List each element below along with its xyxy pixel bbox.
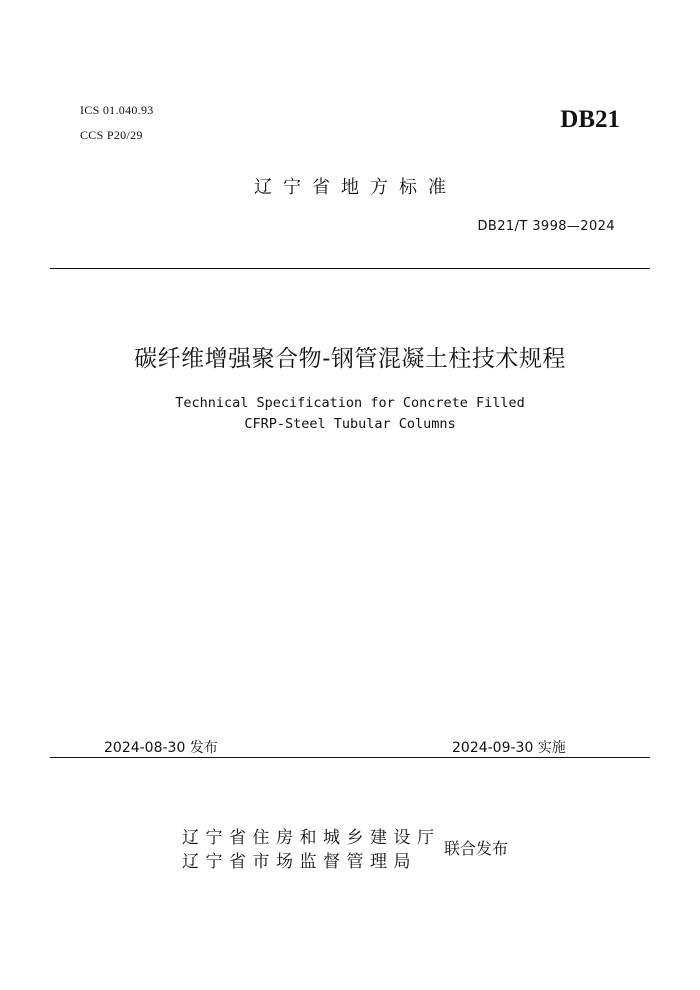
standard-number: DB21/T 3998—2024 [477, 219, 615, 234]
implementation-date: 2024-09-30 实施 [452, 740, 566, 756]
joint-publish-label: 联合发布 [444, 839, 509, 858]
publisher-housing-dept: 辽宁省住房和城乡建设厅 [182, 828, 441, 848]
title-chinese: 碳纤维增强聚合物-钢管混凝土柱技术规程 [134, 346, 566, 372]
ccs-code: CCS P20/29 [80, 128, 143, 142]
publisher-market-bureau: 辽宁省市场监督管理局 [182, 852, 417, 872]
top-divider [50, 268, 650, 269]
title-english-line-1: Technical Specification for Concrete Filled [175, 395, 525, 411]
bottom-divider [50, 757, 650, 758]
ics-code: ICS 01.040.93 [80, 103, 154, 117]
standard-type: 辽宁省地方标准 [254, 177, 457, 198]
issue-date: 2024-08-30 发布 [104, 740, 218, 756]
title-english-line-2: CFRP-Steel Tubular Columns [244, 416, 456, 432]
db-mark: DB21 [560, 106, 620, 133]
